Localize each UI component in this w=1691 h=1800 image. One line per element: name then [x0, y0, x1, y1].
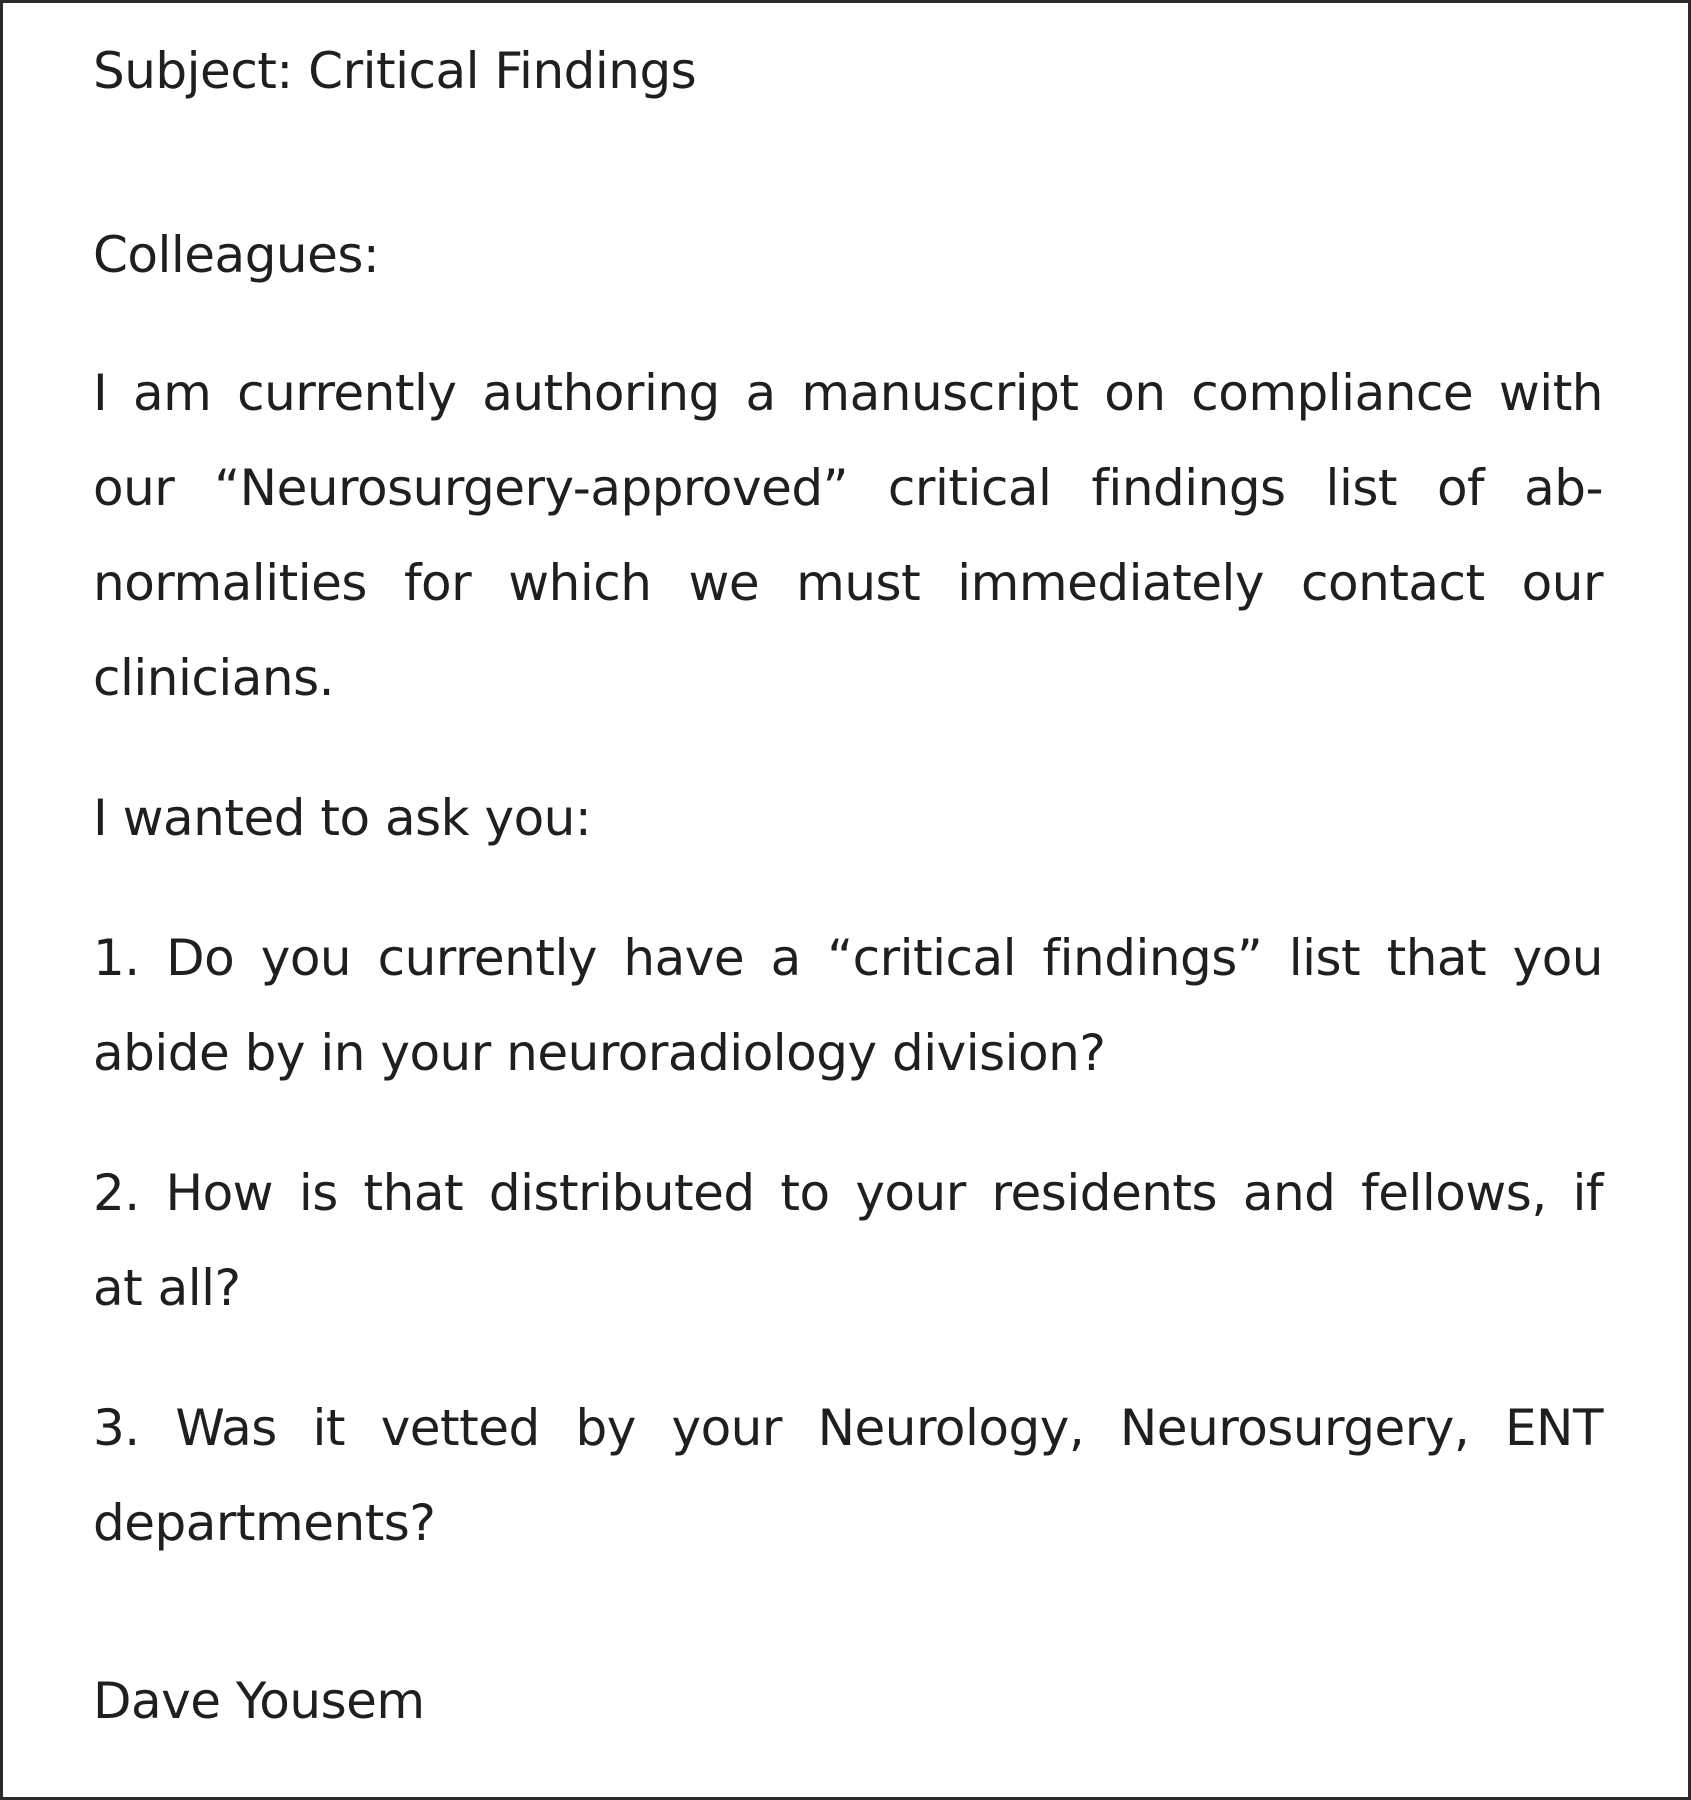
email-lead-in: I wanted to ask you: [93, 789, 592, 847]
intro-line: our “Neurosurgery-approved” critical findings list of ab- [93, 459, 1603, 517]
question-line: abide by in your neuroradiology division? [93, 1024, 1106, 1082]
email-subject: Subject: Critical Findings [93, 42, 697, 100]
email-signature: Dave Yousem [93, 1672, 425, 1730]
intro-line: normalities for which we must immediately contact our [93, 554, 1603, 612]
question-line: departments? [93, 1494, 436, 1552]
intro-line: clinicians. [93, 649, 335, 707]
question-line: 1. Do you currently have a “critical findings” list that you [93, 929, 1603, 987]
question-line: at all? [93, 1259, 241, 1317]
question-line: 3. Was it vetted by your Neurology, Neurosurgery, ENT [93, 1399, 1603, 1457]
intro-line: I am currently authoring a manuscript on compliance with [93, 364, 1603, 422]
email-greeting: Colleagues: [93, 226, 380, 284]
question-line: 2. How is that distributed to your residents and fellows, if [93, 1164, 1603, 1222]
